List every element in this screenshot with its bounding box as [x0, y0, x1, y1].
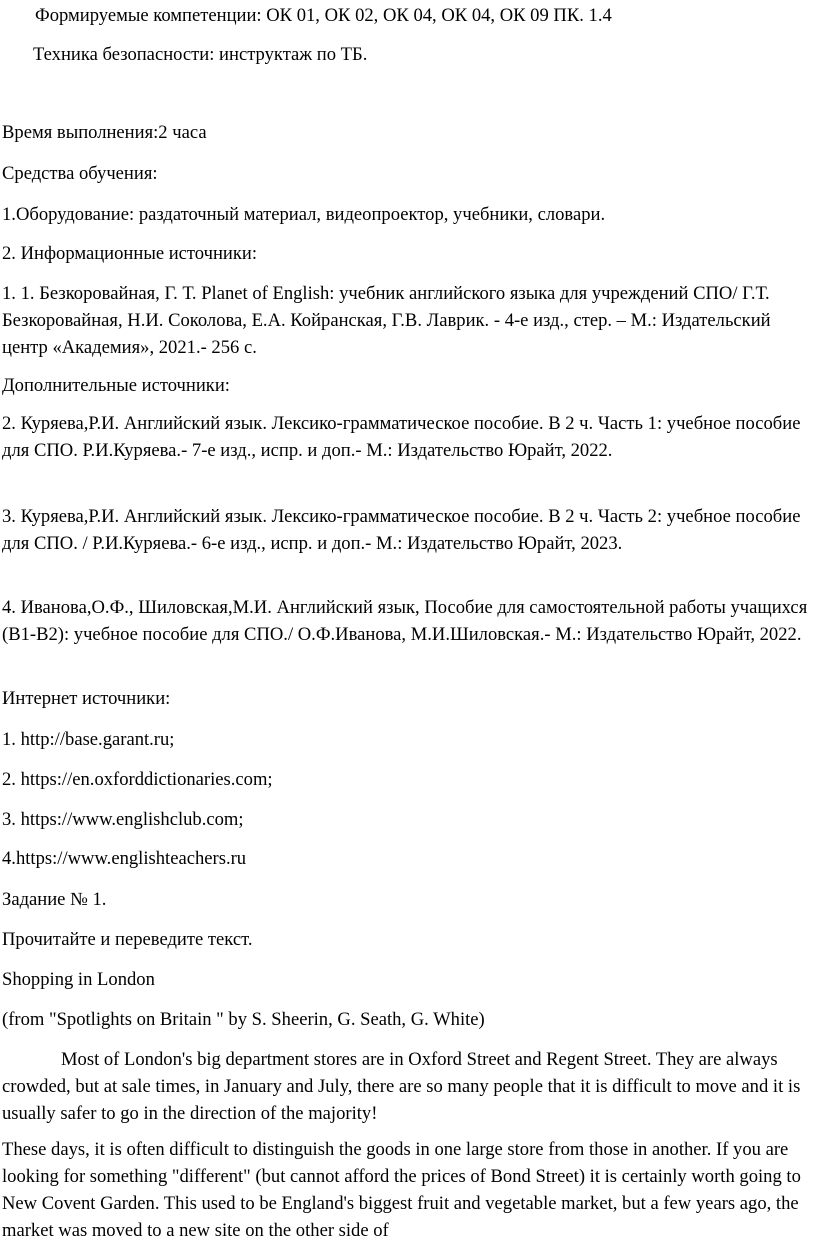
- text-paragraph-1: Most of London's big department stores are in Oxford Street and Regent Street. They are always crowded, but at sale times, in January and July, there are so many people that it is difficult to move and it is usually safer to go in the direction of the majority!: [2, 1049, 801, 1124]
- additional-source-3: 3. Куряева,Р.И. Английский язык. Лексико-грамматическое пособие. В 2 ч. Часть 2: учебное пособие для СПО. / Р.И.Куряева.- 6-е изд., испр. и доп.- М.: Издательство Юрайт, 2023.: [2, 506, 801, 554]
- duration-line: Время выполнения:2 часа: [2, 122, 207, 143]
- competencies-line: Формируемые компетенции: ОК 01, ОК 02, ОК 04, ОК 04, ОК 09 ПК. 1.4: [35, 5, 612, 26]
- additional-source-4: 4. Иванова,О.Ф., Шиловская,М.И. Английский язык, Пособие для самостоятельной работы учащихся (B1-B2): учебное пособие для СПО./ О.Ф.Иванова, М.И.Шиловская.- М.: Издательство Юрайт, 2022.: [2, 597, 808, 645]
- text-source: (from "Spotlights on Britain " by S. Sheerin, G. Seath, G. White): [2, 1009, 485, 1030]
- additional-sources-title: Дополнительные источники:: [2, 375, 230, 396]
- means-title: Средства обучения:: [2, 163, 158, 184]
- safety-line: Техника безопасности: инструктаж по ТБ.: [33, 44, 368, 65]
- text-title: Shopping in London: [2, 969, 155, 990]
- internet-sources-title: Интернет источники:: [2, 688, 171, 709]
- internet-source-4: 4.https://www.englishteachers.ru: [2, 848, 247, 869]
- task-number: Задание № 1.: [2, 889, 107, 910]
- internet-source-3: 3. https://www.englishclub.com;: [2, 809, 244, 830]
- main-source-1: 1. 1. Безкоровайная, Г. Т. Planet of English: учебник английского языка для учреждений СПО/ Г.Т. Безкоровайная, Н.И. Соколова, Е.А. Койранская, Г.В. Лаврик. - 4-е изд., стер. – М.: Издательский центр «Академия», 2021.- 256 с.: [2, 283, 771, 358]
- additional-source-2: 2. Куряева,Р.И. Английский язык. Лексико-грамматическое пособие. В 2 ч. Часть 1: учебное пособие для СПО. Р.И.Куряева.- 7-е изд., испр. и доп.- М.: Издательство Юрайт, 2022.: [2, 413, 801, 461]
- info-sources-title: 2. Информационные источники:: [2, 243, 258, 264]
- text-paragraph-2: These days, it is often difficult to distinguish the goods in one large store from those in another. If you are looking for something "different" (but cannot afford the prices of Bond Street) it is certainly worth going to New Covent Garden. This used to be England's biggest fruit and vegetable market, but a few years ago, the market was moved to a new site on the other side of: [2, 1139, 801, 1241]
- equipment-line: 1.Оборудование: раздаточный материал, видеопроектор, учебники, словари.: [2, 204, 606, 225]
- internet-source-2: 2. https://en.oxforddictionaries.com;: [2, 769, 273, 790]
- internet-source-1: 1. http://base.garant.ru;: [2, 729, 175, 750]
- task-instruction: Прочитайте и переведите текст.: [2, 929, 253, 950]
